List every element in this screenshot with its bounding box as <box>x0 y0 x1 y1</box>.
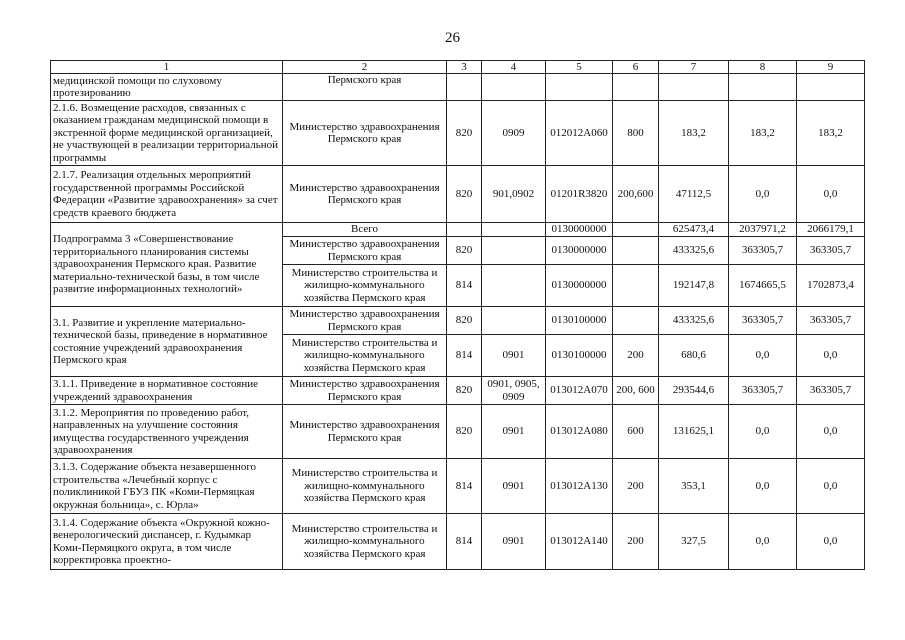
cell-grbs: 820 <box>447 237 482 265</box>
table-header-row <box>51 61 865 74</box>
cell-expense-type <box>613 265 659 307</box>
cell-grbs: 820 <box>447 405 482 459</box>
cell-amount-8: 363305,7 <box>729 377 797 405</box>
cell-target-article: 013012А080 <box>546 405 613 459</box>
cell-amount-7: 293544,6 <box>659 377 729 405</box>
cell-amount-9: 1702873,4 <box>797 265 865 307</box>
cell-amount-9 <box>797 74 865 101</box>
cell-amount-7: 327,5 <box>659 514 729 570</box>
responsible-executor: Пермского края <box>283 74 447 101</box>
cell-grbs: 814 <box>447 459 482 514</box>
cell-amount-8: 2037971,2 <box>729 223 797 237</box>
cell-target-article: 0130000000 <box>546 265 613 307</box>
cell-amount-8: 183,2 <box>729 101 797 166</box>
cell-section: 901,0902 <box>482 166 546 223</box>
cell-amount-7 <box>659 74 729 101</box>
cell-grbs <box>447 74 482 101</box>
table-row <box>51 377 865 405</box>
cell-expense-type: 200 <box>613 459 659 514</box>
cell-amount-9: 0,0 <box>797 166 865 223</box>
cell-expense-type: 200,600 <box>613 166 659 223</box>
table-row <box>51 459 865 514</box>
cell-amount-8: 0,0 <box>729 405 797 459</box>
cell-section: 0901, 0905, 0909 <box>482 377 546 405</box>
measure-name: 3.1.2. Мероприятия по проведению работ, направленных на улучшение состояния имущества государственного учреждения здравоохранения <box>51 405 283 459</box>
cell-section: 0901 <box>482 335 546 377</box>
cell-target-article: 0130100000 <box>546 335 613 377</box>
cell-section: 0909 <box>482 101 546 166</box>
cell-section <box>482 265 546 307</box>
cell-amount-7: 433325,6 <box>659 237 729 265</box>
cell-grbs <box>447 223 482 237</box>
cell-grbs: 820 <box>447 101 482 166</box>
cell-expense-type: 200 <box>613 335 659 377</box>
cell-amount-9: 183,2 <box>797 101 865 166</box>
cell-grbs: 814 <box>447 265 482 307</box>
measure-name: Подпрограмма 3 «Совершенствование территориального планирования системы здравоохранения Пермского края. Развитие материально-технической базы, в том числе развитие информационных технологий» <box>51 223 283 307</box>
responsible-executor: Министерство строительства и жилищно-коммунального хозяйства Пермского края <box>283 335 447 377</box>
cell-amount-7: 625473,4 <box>659 223 729 237</box>
cell-target-article: 0130000000 <box>546 223 613 237</box>
cell-section <box>482 237 546 265</box>
table-row <box>51 74 865 101</box>
cell-expense-type: 200, 600 <box>613 377 659 405</box>
cell-expense-type: 600 <box>613 405 659 459</box>
cell-amount-8: 0,0 <box>729 514 797 570</box>
responsible-executor: Министерство здравоохранения Пермского края <box>283 307 447 335</box>
cell-amount-9: 0,0 <box>797 459 865 514</box>
responsible-executor: Министерство здравоохранения Пермского края <box>283 405 447 459</box>
column-header: 7 <box>659 61 729 74</box>
measure-name: 3.1. Развитие и укрепление материально-технической базы, приведение в нормативное состояние учреждений здравоохранения Пермского края <box>51 307 283 377</box>
cell-target-article: 013012А140 <box>546 514 613 570</box>
measure-name: 3.1.1. Приведение в нормативное состояние учреждений здравоохранения <box>51 377 283 405</box>
cell-target-article: 013012А130 <box>546 459 613 514</box>
measure-name: 3.1.3. Содержание объекта незавершенного строительства «Лечебный корпус с поликлиникой ГБУЗ ПК «Коми-Пермяцкая окружная больница», с. Юрла» <box>51 459 283 514</box>
column-header: 8 <box>729 61 797 74</box>
column-header: 9 <box>797 61 865 74</box>
cell-amount-9: 2066179,1 <box>797 223 865 237</box>
cell-expense-type <box>613 307 659 335</box>
cell-amount-7: 353,1 <box>659 459 729 514</box>
cell-section <box>482 223 546 237</box>
responsible-executor: Министерство здравоохранения Пермского края <box>283 166 447 223</box>
cell-amount-9: 363305,7 <box>797 377 865 405</box>
cell-target-article: 013012А070 <box>546 377 613 405</box>
budget-table <box>50 60 865 570</box>
cell-amount-7: 433325,6 <box>659 307 729 335</box>
cell-expense-type <box>613 74 659 101</box>
cell-section: 0901 <box>482 405 546 459</box>
cell-amount-9: 363305,7 <box>797 307 865 335</box>
column-header: 2 <box>283 61 447 74</box>
cell-amount-8: 363305,7 <box>729 307 797 335</box>
cell-target-article: 01201R3820 <box>546 166 613 223</box>
table-row <box>51 514 865 570</box>
column-header: 1 <box>51 61 283 74</box>
column-header: 6 <box>613 61 659 74</box>
cell-amount-7: 680,6 <box>659 335 729 377</box>
cell-amount-7: 47112,5 <box>659 166 729 223</box>
column-header: 4 <box>482 61 546 74</box>
cell-amount-9: 0,0 <box>797 514 865 570</box>
responsible-executor: Министерство строительства и жилищно-коммунального хозяйства Пермского края <box>283 459 447 514</box>
cell-expense-type <box>613 237 659 265</box>
cell-amount-8: 0,0 <box>729 335 797 377</box>
cell-amount-9: 0,0 <box>797 405 865 459</box>
cell-section <box>482 74 546 101</box>
cell-section: 0901 <box>482 459 546 514</box>
responsible-executor: Министерство здравоохранения Пермского края <box>283 237 447 265</box>
page-number: 26 <box>445 30 460 46</box>
cell-section: 0901 <box>482 514 546 570</box>
measure-name: 2.1.7. Реализация отдельных мероприятий государственной программы Российской Федерации «Развитие здравоохранения» за счет средств краевого бюджета <box>51 166 283 223</box>
cell-amount-7: 192147,8 <box>659 265 729 307</box>
cell-amount-8: 363305,7 <box>729 237 797 265</box>
responsible-executor: Министерство строительства и жилищно-коммунального хозяйства Пермского края <box>283 514 447 570</box>
cell-grbs: 814 <box>447 335 482 377</box>
cell-target-article: 0130100000 <box>546 307 613 335</box>
responsible-executor: Министерство здравоохранения Пермского края <box>283 101 447 166</box>
cell-grbs: 820 <box>447 307 482 335</box>
cell-amount-7: 131625,1 <box>659 405 729 459</box>
table-row <box>51 307 865 335</box>
cell-grbs: 820 <box>447 377 482 405</box>
measure-name: медицинской помощи по слуховому протезированию <box>51 74 283 101</box>
responsible-executor: Всего <box>283 223 447 237</box>
cell-amount-9: 0,0 <box>797 335 865 377</box>
cell-amount-9: 363305,7 <box>797 237 865 265</box>
cell-grbs: 814 <box>447 514 482 570</box>
cell-expense-type <box>613 223 659 237</box>
measure-name: 3.1.4. Содержание объекта «Окружной кожно-венерологический диспансер, г. Кудымкар Коми-Пермяцкого округа, в том числе корректировка проектно- <box>51 514 283 570</box>
cell-amount-8: 1674665,5 <box>729 265 797 307</box>
table-row <box>51 405 865 459</box>
cell-expense-type: 800 <box>613 101 659 166</box>
table-row <box>51 223 865 237</box>
table-row <box>51 166 865 223</box>
cell-target-article: 0130000000 <box>546 237 613 265</box>
cell-section <box>482 307 546 335</box>
table-row <box>51 101 865 166</box>
column-header: 5 <box>546 61 613 74</box>
cell-expense-type: 200 <box>613 514 659 570</box>
cell-amount-8: 0,0 <box>729 459 797 514</box>
cell-amount-8: 0,0 <box>729 166 797 223</box>
cell-target-article <box>546 74 613 101</box>
responsible-executor: Министерство строительства и жилищно-коммунального хозяйства Пермского края <box>283 265 447 307</box>
cell-target-article: 012012А060 <box>546 101 613 166</box>
cell-amount-7: 183,2 <box>659 101 729 166</box>
cell-amount-8 <box>729 74 797 101</box>
responsible-executor: Министерство здравоохранения Пермского края <box>283 377 447 405</box>
measure-name: 2.1.6. Возмещение расходов, связанных с оказанием гражданам медицинской помощи в экстренной форме медицинской организацией, не участвующей в реализации территориальной программы <box>51 101 283 166</box>
column-header: 3 <box>447 61 482 74</box>
cell-grbs: 820 <box>447 166 482 223</box>
